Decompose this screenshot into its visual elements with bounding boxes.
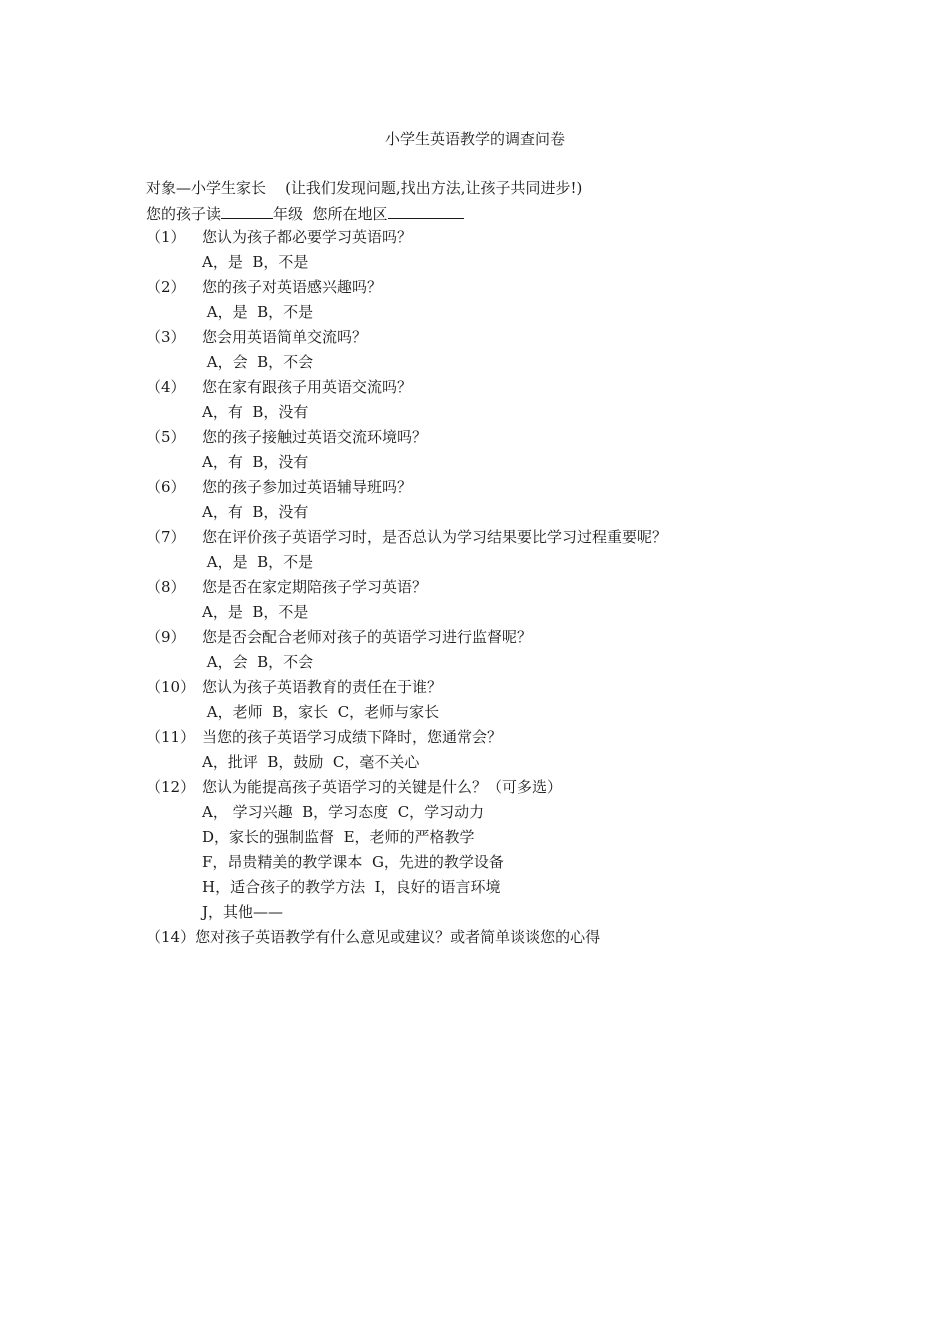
- question-row: [146, 227, 846, 252]
- question-options: H，适合孩子的教学方法 I，良好的语言环境: [202, 878, 501, 896]
- question-text: 您的孩子接触过英语交流环境吗？: [202, 428, 428, 446]
- question-text: 当您的孩子英语学习成绩下降时，您通常会？: [202, 728, 503, 746]
- question-options: A，有 B，没有: [202, 403, 309, 421]
- region-blank: [388, 203, 464, 219]
- grade-blank: [221, 203, 273, 219]
- audience-line: 对象—小学生家长 (让我们发现问题,找出方法,让孩子共同进步!): [146, 179, 583, 197]
- grade-prefix: 您的孩子读: [146, 205, 222, 223]
- question-text: 您会用英语简单交流吗？: [202, 328, 368, 346]
- question-number: （12）: [146, 778, 196, 796]
- question-text: 您的孩子参加过英语辅导班吗？: [202, 478, 413, 496]
- question-options: A，是 B，不是: [202, 553, 314, 571]
- question-number: （11）: [146, 728, 196, 746]
- document-title: 小学生英语教学的调查问卷: [384, 130, 565, 148]
- question-options: A， 学习兴趣 B，学习态度 C，学习动力: [202, 803, 485, 821]
- question-list: [146, 227, 846, 952]
- question-number: （2）: [146, 278, 186, 296]
- question-row: [146, 777, 846, 802]
- question-options: J，其他——: [202, 903, 284, 921]
- question-options: A，有 B，没有: [202, 453, 309, 471]
- question-number: （6）: [146, 478, 186, 496]
- question-options: D，家长的强制监督 E，老师的严格教学: [202, 828, 475, 846]
- question-options: F，昂贵精美的教学课本 G，先进的教学设备: [202, 853, 504, 871]
- question-options: A，批评 B，鼓励 C，毫不关心: [202, 753, 420, 771]
- question-row: [146, 527, 846, 552]
- question-text: 您认为能提高孩子英语学习的关键是什么？（可多选）: [202, 778, 563, 796]
- question-text: 您认为孩子都必要学习英语吗？: [202, 228, 413, 246]
- question-text: 您是否会配合老师对孩子的英语学习进行监督呢？: [202, 628, 533, 646]
- question-options: A，会 B，不会: [202, 653, 314, 671]
- question-row: [146, 327, 846, 352]
- question-text: 您认为孩子英语教育的责任在于谁？: [202, 678, 443, 696]
- question-number: （3）: [146, 328, 186, 346]
- question-number: （4）: [146, 378, 186, 396]
- question-options: A，有 B，没有: [202, 503, 309, 521]
- question-row: [146, 677, 846, 702]
- question-row: [146, 377, 846, 402]
- question-row: [146, 627, 846, 652]
- question-text: 您在评价孩子英语学习时，是否总认为学习结果要比学习过程重要呢？: [202, 528, 668, 546]
- question-row: [146, 277, 846, 302]
- question-number: （10）: [146, 678, 196, 696]
- question-row: [146, 427, 846, 452]
- question-options: A，是 B，不是: [202, 303, 314, 321]
- question-number: （1）: [146, 228, 186, 246]
- open-question: （14）您对孩子英语教学有什么意见或建议？或者简单谈谈您的心得: [146, 928, 601, 946]
- question-row: [146, 727, 846, 752]
- question-text: 您的孩子对英语感兴趣吗？: [202, 278, 383, 296]
- question-options: A，会 B，不会: [202, 353, 314, 371]
- question-text: 您在家有跟孩子用英语交流吗？: [202, 378, 413, 396]
- question-options: A，是 B，不是: [202, 603, 309, 621]
- question-options: A，老师 B，家长 C，老师与家长: [202, 703, 440, 721]
- question-options: A，是 B，不是: [202, 253, 309, 271]
- grade-region-line: [146, 203, 464, 224]
- question-row: [146, 577, 846, 602]
- question-row: [146, 477, 846, 502]
- question-text: 您是否在家定期陪孩子学习英语？: [202, 578, 428, 596]
- question-number: （5）: [146, 428, 186, 446]
- grade-suffix: 年级 您所在地区: [273, 205, 388, 223]
- question-number: （8）: [146, 578, 186, 596]
- question-number: （9）: [146, 628, 186, 646]
- question-number: （7）: [146, 528, 186, 546]
